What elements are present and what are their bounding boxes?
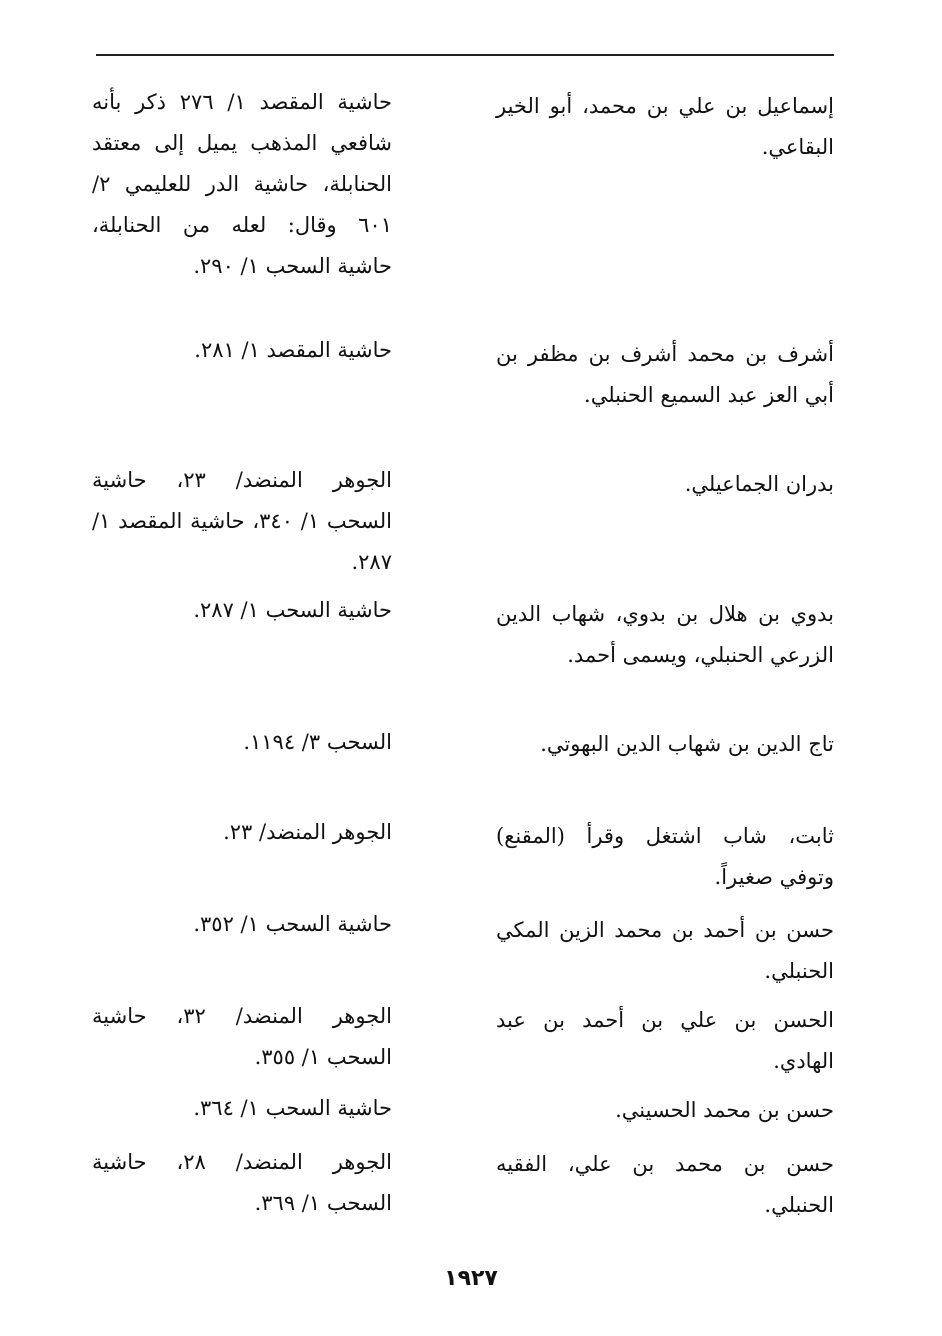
entry-source: الجوهر المنضد/ ٢٣، حاشية السحب ١/ ٣٤٠، حاشية المقصد ١/ ٢٨٧.: [92, 468, 393, 574]
entry-source: الجوهر المنضد/ ٣٢، حاشية السحب ١/ ٣٥٥.: [92, 1004, 393, 1069]
entry-name: الحسن بن علي بن أحمد بن عبد الهادي.: [496, 1008, 834, 1073]
entry-source: حاشية المقصد ١/ ٢٨١.: [194, 338, 392, 362]
entry-name: بدوي بن هلال بن بدوي، شهاب الدين الزرعي الحنبلي، ويسمى أحمد.: [496, 602, 834, 667]
entry-name: حسن بن محمد الحسيني.: [615, 1098, 834, 1122]
entry-name: أشرف بن محمد أشرف بن مظفر بن أبي العز عبد السميع الحنبلي.: [496, 342, 834, 407]
entry-source: حاشية السحب ١/ ٣٦٤.: [193, 1096, 392, 1120]
entry-name: إسماعيل بن علي بن محمد، أبو الخير البقاعي.: [496, 94, 834, 159]
entry-source: حاشية المقصد ١/ ٢٧٦ ذكر بأنه شافعي المذهب يميل إلى معتقد الحنابلة، حاشية الدر للعليمي ٢/ ٦٠١ وقال: لعله من الحنابلة، حاشية السحب ١/ ٢٩٠.: [92, 90, 392, 278]
entry-name: بدران الجماعيلي.: [684, 472, 834, 496]
entry-source: السحب ٣/ ١١٩٤.: [243, 730, 392, 754]
entry-name: ثابت، شاب اشتغل وقرأ (المقنع) وتوفي صغيراً.: [496, 824, 834, 889]
entry-name: تاج الدين بن شهاب الدين البهوتي.: [540, 732, 834, 756]
entry-source: الجوهر المنضد/ ٢٨، حاشية السحب ١/ ٣٦٩.: [92, 1150, 393, 1215]
entry-name: حسن بن أحمد بن محمد الزين المكي الحنبلي.: [496, 918, 834, 983]
page-number: ١٩٢٧: [444, 1266, 498, 1291]
entry-source: حاشية السحب ١/ ٢٨٧.: [193, 598, 392, 622]
entry-name: حسن بن محمد بن علي، الفقيه الحنبلي.: [496, 1152, 834, 1217]
entry-source: الجوهر المنضد/ ٢٣.: [223, 820, 392, 844]
entry-source: حاشية السحب ١/ ٣٥٢.: [193, 912, 392, 936]
